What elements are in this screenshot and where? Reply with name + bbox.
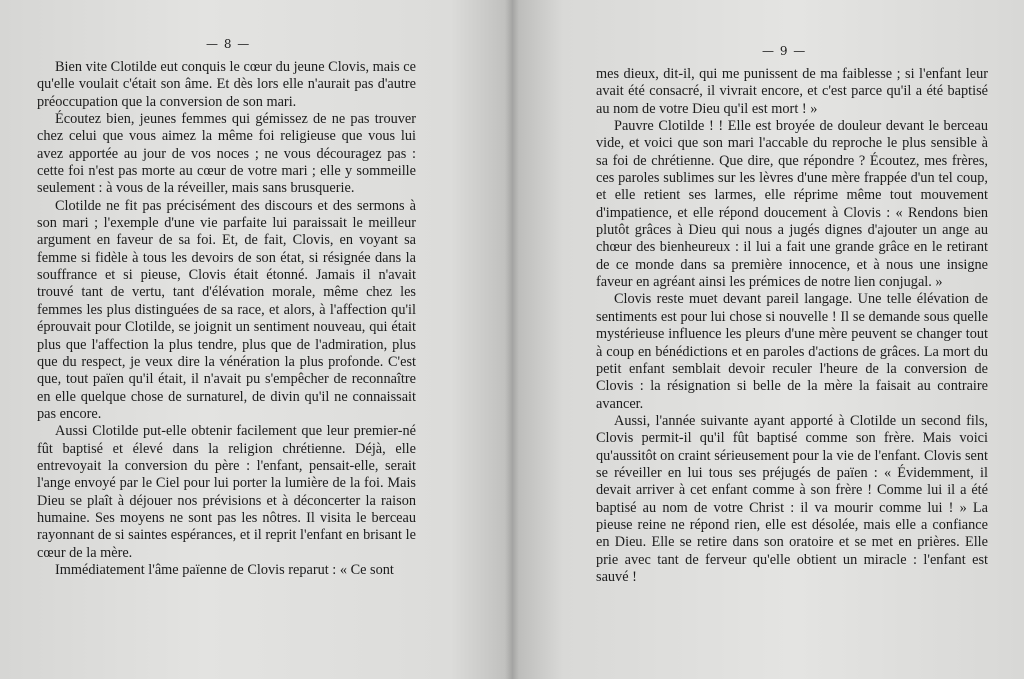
paragraph: Aussi Clotilde put-elle obtenir facilement que leur premier-né fût baptisé et élevé dans la religion chrétienne. Déjà, elle entrevoyait la conversion du père : l'enfant, pensait-elle, serait l'ange envoyé par le Ciel pour lui porter la lumière de la foi. Mais Dieu se plaît à déjouer nos prévisions et à déconcerter la raison humaine. Ses moyens ne sont pas les nôtres. Il visita le berceau rayonnant de si saintes espérances, et il reprit l'enfant en brisant le cœur de la mère. (37, 423, 416, 561)
paragraph: Clovis reste muet devant pareil langage. Une telle élévation de sentiments est pour lui chose si nouvelle ! Il se demande sous quelle mystérieuse influence les pleurs d'une mère peuvent se changer tout à coup en bénédictions et en paroles d'actions de grâces. La mort du petit enfant semblait devoir reculer l'heure de la conversion de Clovis : la résignation si belle de la mère la faisait au contraire avancer. (596, 291, 988, 412)
paragraph: mes dieux, dit-il, qui me punissent de ma faiblesse ; si l'enfant leur avait été consacré, il vivrait encore, et c'est parce qu'il a été baptisé au nom de votre Dieu qu'il est mort ! » (596, 66, 988, 117)
page-text (596, 66, 988, 586)
paragraph: Aussi, l'année suivante ayant apporté à Clotilde un second fils, Clovis permit-il qu'il fût baptisé comme son frère. Mais voici qu'aussitôt on craint sérieusement pour la vie de l'enfant. Clovis sent se réveiller en lui tous ses préjugés de païen : « Évidemment, il devait arriver à cet enfant comme à son frère ! Comme lui il a été baptisé au nom de votre Christ : il va mourir comme lui ! » La pieuse reine ne répond rien, elle est désolée, mais elle a confiance en Dieu. Elle se retire dans son oratoire et se met en prières. Elle prie avec tant de ferveur qu'elle obtient un miracle : l'enfant est sauvé ! (596, 412, 988, 585)
paragraph: Immédiatement l'âme païenne de Clovis reparut : « Ce sont (55, 561, 394, 578)
page-number: — 8 — (206, 37, 251, 51)
page-text (37, 59, 416, 579)
page-number: — 9 — (762, 44, 807, 58)
paragraph: Écoutez bien, jeunes femmes qui gémissez de ne pas trouver chez celui que vous aimez la même foi religieuse que vous lui avez apportée au jour de vos noces ; ne vous découragez pas : cette foi n'est pas morte au cœur de votre mari ; elle y sommeille seulement : à vous de la réveiller, mais sans brusquerie. (37, 111, 416, 197)
paragraph: Pauvre Clotilde ! ! Elle est broyée de douleur devant le berceau vide, et voici que son mari l'accable du reproche le plus sensible à sa foi de chrétienne. Que dire, que répondre ? Écoutez, mes frères, ces paroles sublimes sur les lèvres d'une mère frappée d'un tel coup, et elle retient ses larmes, elle réprime même tout mouvement d'impatience, et elle répond doucement à Clovis : « Rendons bien plutôt grâces à Dieu qui nous a jugés dignes d'ajouter un ange au chœur des bienheureux : il lui a fait une grande grâce en le retirant de ce monde dans sa première innocence, et à nous une insigne faveur en agréant ainsi les prémices de notre lien conjugal. » (596, 118, 988, 291)
paragraph: Clotilde ne fit pas précisément des discours et des sermons à son mari ; l'exemple d'une vie parfaite lui paraissait le meilleur argument en faveur de sa foi. Et, de fait, Clovis, en voyant sa femme si fidèle à tous les devoirs de son état, si résignée dans la souffrance et si pieuse, Clovis était étonné. Jamais il n'avait trouvé tant de vertu, tant d'élévation morale, même chez les femmes les plus distinguées de sa race, et alors, à l'affection qu'il éprouvait pour Clotilde, se joignit un sentiment nouveau, qui était plus que l'affection la plus tendre, plus que de l'admiration, plus que du respect, je veux dire la vénération la plus profonde. C'est que, tout païen qu'il était, il n'avait pu s'empêcher de reconnaître en elle quelque chose de surnaturel, de divin qu'il ne connaissait pas encore. (37, 197, 416, 422)
book-gutter (505, 0, 519, 679)
right-page (512, 0, 1024, 679)
paragraph: Bien vite Clotilde eut conquis le cœur du jeune Clovis, mais ce qu'elle voulait c'était son âme. Et dès lors elle n'aurait pas d'autre préoccupation que la conversion de son mari. (37, 59, 416, 110)
